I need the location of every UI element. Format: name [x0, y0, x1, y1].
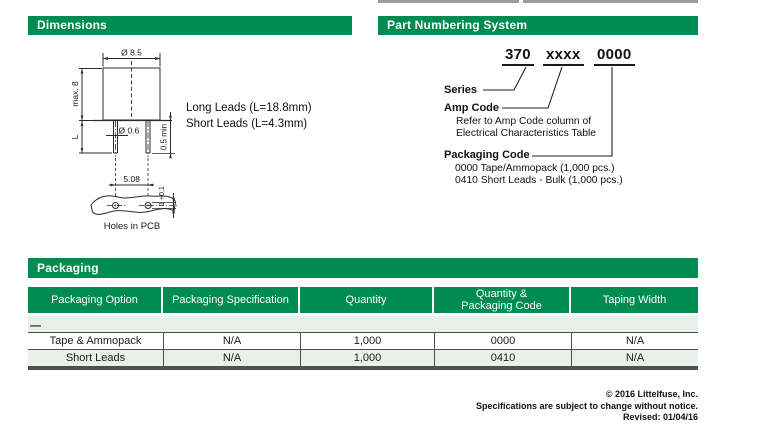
series-label: Series	[444, 84, 478, 96]
fuse-dimension-drawing	[60, 42, 186, 234]
column-header-taping-width: Taping Width	[571, 287, 698, 313]
part-number-series-segment: 370	[502, 46, 534, 66]
dimensions-title: Dimensions	[37, 18, 108, 32]
packaging-option-0000: 0000 Tape/Ammopack (1,000 pcs.)	[455, 163, 615, 174]
packaging-option-0410: 0410 Short Leads - Bulk (1,000 pcs.)	[455, 174, 623, 186]
part-number-ampcode-segment: xxxx	[543, 46, 584, 66]
packaging-table-header-row	[28, 287, 698, 313]
amp-code-note-line2: Electrical Characteristics Table	[456, 127, 597, 139]
packaging-section-header	[28, 258, 698, 278]
column-header-quantity-packaging-code: Quantity & Packaging Code	[434, 287, 571, 313]
cell-quantity-packaging-code: 0000	[434, 332, 571, 349]
short-leads-note: Short Leads (L=4.3mm)	[186, 118, 308, 130]
cell-quantity: 1,000	[300, 332, 434, 349]
cell-packaging-specification: N/A	[163, 349, 300, 366]
table-group-row	[28, 316, 698, 332]
dim-label-max-height: max. 8	[70, 81, 80, 107]
lead-length-notes	[186, 100, 312, 132]
footer-copyright: © 2016 Littelfuse, Inc.	[605, 389, 698, 399]
top-border-strip	[523, 0, 698, 3]
packaging-code-options	[455, 163, 623, 186]
footer-revised-date: Revised: 01/04/16	[622, 412, 698, 422]
cell-packaging-option: Tape & Ammopack	[28, 332, 163, 349]
cell-packaging-option: Short Leads	[28, 349, 163, 366]
table-row	[28, 332, 698, 349]
footer-disclaimer: Specifications are subject to change without notice.	[475, 400, 698, 411]
cell-quantity: 1,000	[300, 349, 434, 366]
dim-label-pitch: 5.08	[123, 174, 140, 184]
column-header-packaging-specification: Packaging Specification	[163, 287, 300, 313]
long-leads-note: Long Leads (L=18.8mm)	[186, 102, 312, 114]
packaging-table	[28, 287, 698, 370]
cell-packaging-specification: N/A	[163, 332, 300, 349]
packaging-code-label: Packaging Code	[444, 149, 530, 161]
dim-label-hole-diameter: 1 +0.1	[159, 186, 166, 206]
cell-taping-width: N/A	[571, 349, 698, 366]
dim-label-lead-length: L	[70, 134, 80, 140]
part-numbering-title: Part Numbering System	[387, 18, 528, 32]
dim-label-min-lead: 0.5 min	[159, 123, 169, 151]
part-numbering-section-header	[378, 16, 698, 35]
footer	[378, 389, 698, 424]
amp-code-note-line1: Refer to Amp Code column of	[456, 116, 592, 127]
group-row-dash: —	[30, 320, 41, 332]
cell-quantity-packaging-code: 0410	[434, 349, 571, 366]
amp-code-note	[456, 116, 596, 139]
column-header-packaging-option: Packaging Option	[28, 287, 163, 313]
amp-code-label: Amp Code	[444, 102, 499, 114]
cell-taping-width: N/A	[571, 332, 698, 349]
dimensions-section-header	[28, 16, 352, 35]
top-border-strip	[378, 0, 519, 3]
dim-caption-holes-in-pcb: Holes in PCB	[103, 221, 161, 232]
packaging-title: Packaging	[37, 261, 99, 275]
column-header-quantity: Quantity	[300, 287, 434, 313]
table-row	[28, 349, 698, 366]
dim-label-lead-diameter: Ø 0.6	[118, 125, 140, 136]
dim-label-body-diameter: Ø 8.5	[121, 47, 142, 58]
part-number-packaging-segment: 0000	[594, 46, 635, 66]
